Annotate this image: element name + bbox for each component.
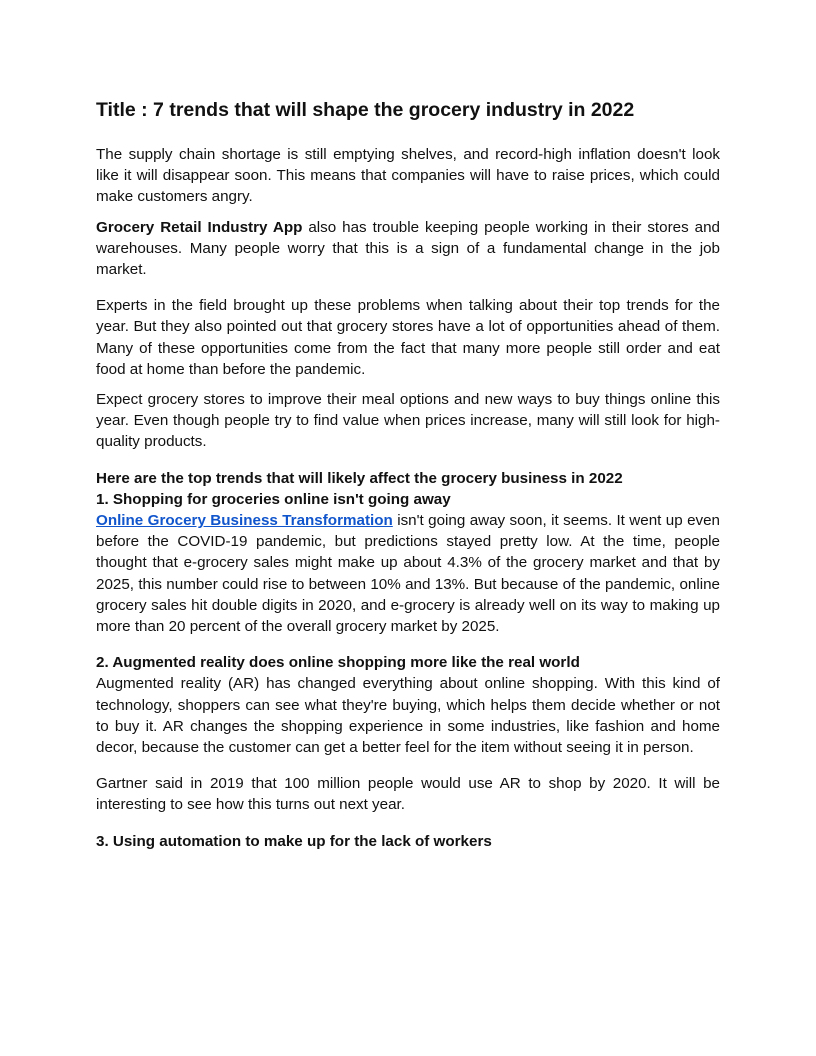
paragraph-gartner: Gartner said in 2019 that 100 million people would use AR to shop by 2020. It will be interesting to see how this turns out next year. bbox=[96, 775, 720, 814]
trends-intro-heading: Here are the top trends that will likely affect the grocery business in 2022 bbox=[96, 469, 623, 487]
retail-app-rest-text: also has trouble keeping people working in their stores and warehouses. Many people worry that this is a sign of a fundamental change in the job market. bbox=[96, 218, 720, 279]
online-grocery-link[interactable]: Online Grocery Business Transformation bbox=[96, 512, 393, 530]
document-title: Title : 7 trends that will shape the grocery industry in 2022 bbox=[96, 99, 635, 121]
paragraph-augmented-reality: Augmented reality (AR) has changed everything about online shopping. With this kind of technology, shoppers can see what they're buying, which helps them decide whether or not to buy it. AR changes the shopping experience in some industries, like fashion and home decor, because the customer can get a better feel for the item without seeing it in person. bbox=[96, 675, 720, 757]
paragraph-experts: Experts in the field brought up these problems when talking about their top trends for the year. But they also pointed out that grocery stores have a lot of opportunities ahead of them. Many of these opportunities come from the fact that many more people still order and eat food at home than before the pandemic. bbox=[96, 297, 720, 378]
paragraph-supply-chain: The supply chain shortage is still emptying shelves, and record-high inflation doesn't look like it will disappear soon. This means that companies will have to raise prices, which could make customers angry. bbox=[96, 146, 720, 206]
paragraph-online-grocery bbox=[96, 510, 720, 637]
online-grocery-rest-text: isn't going away soon, it seems. It went up even before the COVID-19 pandemic, but predictions stayed pretty low. At the time, people thought that e-grocery sales might make up about 4.3% of the grocery market and that by 2025, this number could rise to between 10% and 13%. But because of the pandemic, online grocery sales hit double digits in 2020, and e-grocery is already well on its way to making up more than 20 percent of the overall grocery market by 2025. bbox=[96, 512, 721, 636]
paragraph-retail-app bbox=[96, 217, 720, 281]
trend-3-heading: 3. Using automation to make up for the lack of workers bbox=[96, 832, 492, 850]
retail-app-bold-text: Grocery Retail Industry App bbox=[96, 218, 303, 236]
trend-2-heading: 2. Augmented reality does online shopping more like the real world bbox=[96, 654, 580, 672]
paragraph-meal-options: Expect grocery stores to improve their meal options and new ways to buy things online this year. Even though people try to find value when prices increase, many will still look for high-quality products. bbox=[96, 391, 720, 451]
trend-1-heading: 1. Shopping for groceries online isn't going away bbox=[96, 490, 451, 508]
